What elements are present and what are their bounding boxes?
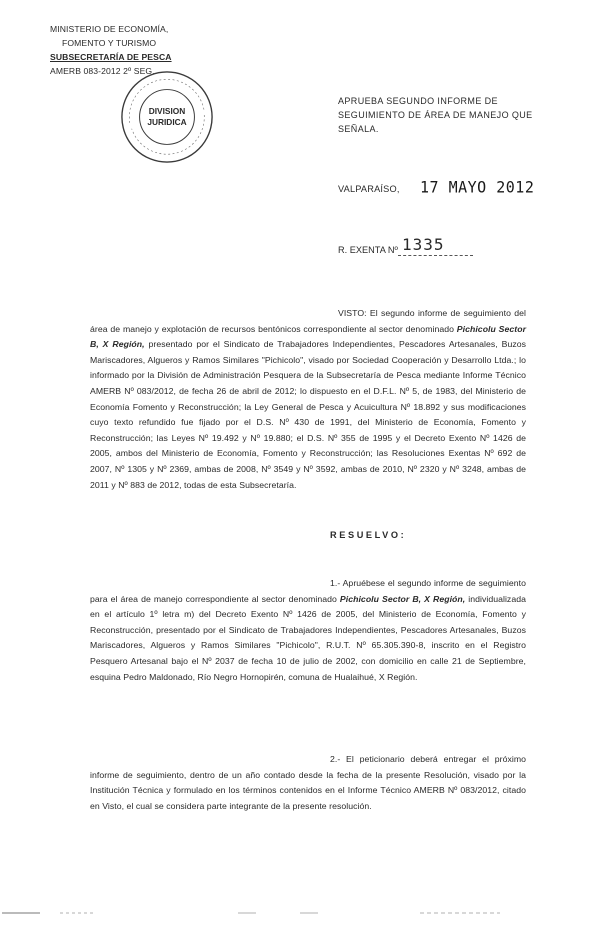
item1-lead: 1.- Apruébese el segundo informe de seguimiento para el área de manejo correspondiente al sector denominado [90,578,526,604]
place-label: VALPARAÍSO, [338,184,400,194]
letterhead-reference: AMERB 083-2012 2º SEG. [50,66,155,76]
item1-rest: individualizada en el artículo 1º letra m) del Decreto Exento Nº 1426 de 2005, del Ministerio de Economía, Fomento y Reconstrucción, presentado por el Sindicato de Trabajadores Independientes, Pescadores Artesanales, Buzos Mariscadores, Algueros y Ramos Similares "Pichicolo", R.U.T. Nº 65.305.390-8, inscrito en el Registro Pesquero Artesanal bajo el Nº 2037 de fecha 10 de julio de 2002, con domicilio en calle 21 de Septiembre, esquina Pedro Maldonado, Río Negro Hornopirén, comuna de Hualaihué, X Región. [90,593,526,682]
letterhead-subsecretaria: SUBSECRETARÍA DE PESCA [50,52,172,62]
letterhead-ministry-2: FOMENTO Y TURISMO [62,38,157,48]
resuelvo-heading: RESUELVO: [330,530,407,540]
exenta-number: 1335 [398,235,473,256]
visto-rest: presentado por el Sindicato de Trabajadores Independientes, Pescadores Artesanales, Buzos Mariscadores, Algueros y Ramos Similares "Pichicolo", visado por Sociedad Cooperación y Desarrollo Ltda.; lo informado por la División de Administración Pesquera de la Subsecretaría de Pesca mediante Informe Técnico AMERB Nº 083/2012, de fecha 26 de abril de 2012; lo dispuesto en el D.F.L. Nº 5, de 1983, del Ministerio de Economía Fomento y Reconstrucción; la Ley General de Pesca y Acuicultura Nº 18.892 y sus modificaciones cuyo texto refundido fue fijado por el D.S. Nº 430 de 1991, del Ministerio de Economía, Fomento y Reconstrucción; las Leyes Nº 19.492 y Nº 19.880; el D.S. Nº 355 de 1995 y el Decreto Exento Nº 1426 de 2005, ambos del Ministerio de Economía, Fomento y Reconstrucción; las Resoluciones Exentas Nº 692 de 2007, Nº 1305 y Nº 2369, ambas de 2008, Nº 3549 y Nº 3592, ambas de 2010, Nº 2320 y Nº 3248, ambas de 2011 y Nº 883 de 2012, todas de esta Subsecretaría. [90,339,526,490]
visto-lead: VISTO: El segundo informe de seguimiento del área de manejo y explotación de recursos bentónicos correspondiente al sector denominado [90,308,526,334]
item1-sector: Pichicolu Sector B, X Región, [339,593,466,604]
footer-scan-marks [0,908,600,918]
visto-sector: Pichicolu Sector B, X Región, [90,323,527,350]
letterhead-ministry: MINISTERIO DE ECONOMÍA, [50,24,169,34]
exenta-label: R. EXENTA Nº [338,245,398,255]
resolution-item-2: 2.- El peticionario deberá entregar el próximo informe de seguimiento, dentro de un año contado desde la fecha de la presente Resolución, visado por la Institución Técnica y formulado en los términos contenidos en el Informe Técnico AMERB Nº 083/2012, citado en Visto, el cual se considera parte integrante de la presente resolución. [90,754,526,811]
visto-paragraph [90,306,526,493]
seal-line-1: DIVISION [148,106,186,117]
division-juridica-seal [118,68,216,166]
seal-line-2: JURIDICA [147,116,187,127]
date-stamp: 17 MAYO 2012 [420,177,535,197]
resolution-item-1 [90,576,526,685]
document-subject: APRUEBA SEGUNDO INFORME DE SEGUIMIENTO DE ÁREA DE MANEJO QUE SEÑALA. [338,96,533,134]
